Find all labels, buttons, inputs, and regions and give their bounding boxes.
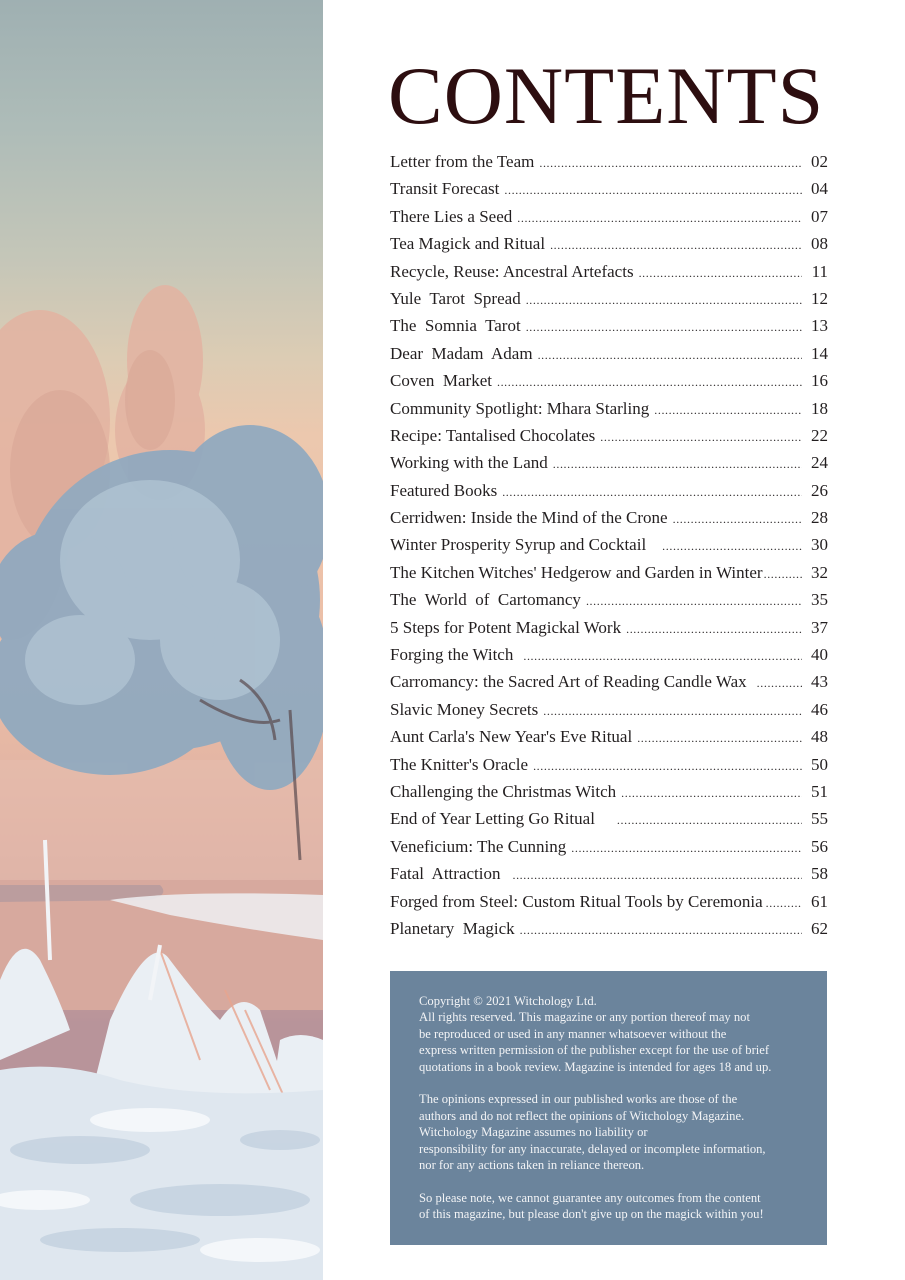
dot-leader: [662, 533, 802, 560]
disclaimer-paragraph: [419, 1091, 807, 1173]
toc-entry-title: The Somnia Tarot: [390, 316, 521, 336]
toc-entry-title: Fatal Attraction: [390, 864, 501, 884]
toc-entry-title: Forged from Steel: Custom Ritual Tools by Ceremonia: [390, 891, 763, 911]
toc-entry-title: There Lies a Seed: [390, 206, 513, 226]
dot-leader: [673, 506, 802, 533]
toc-entry-page: 50: [811, 754, 828, 774]
dot-leader: [520, 917, 802, 944]
toc-entry[interactable]: [390, 477, 828, 504]
dot-leader: [617, 807, 802, 834]
toc-entry-page: 61: [811, 891, 828, 911]
dot-leader: [523, 643, 802, 670]
toc-entry-title: Winter Prosperity Syrup and Cocktail: [390, 535, 647, 555]
copyright-paragraph: [419, 993, 807, 1075]
toc-entry-title: End of Year Letting Go Ritual: [390, 809, 595, 829]
toc-entry-page: 40: [811, 645, 828, 665]
toc-entry[interactable]: [390, 641, 828, 668]
winter-landscape-photo: [0, 0, 323, 1280]
toc-entry-title: The Kitchen Witches' Hedgerow and Garden in Winter: [390, 562, 763, 582]
copyright-line: be reproduced or used in any manner whatsoever without the: [419, 1026, 727, 1041]
toc-entry-page: 08: [811, 234, 828, 254]
toc-entry-page: 30: [811, 535, 828, 555]
toc-entry-title: Transit Forecast: [390, 179, 500, 199]
copyright-line: Copyright © 2021 Witchology Ltd.: [419, 994, 597, 1008]
dot-leader: [504, 177, 802, 204]
toc-entry-page: 07: [811, 206, 828, 226]
dot-leader: [543, 698, 802, 725]
toc-entry-page: 11: [811, 261, 828, 281]
dot-leader: [600, 424, 802, 451]
toc-entry-page: 14: [811, 343, 828, 363]
toc-entry-title: Tea Magick and Ritual: [390, 234, 546, 254]
page-title: CONTENTS: [388, 50, 825, 141]
toc-entry[interactable]: [390, 504, 828, 531]
table-of-contents: [390, 148, 828, 942]
toc-entry[interactable]: [390, 230, 828, 257]
closing-line: So please note, we cannot guarantee any outcomes from the content: [419, 1190, 761, 1205]
dot-leader: [637, 725, 802, 752]
toc-entry-page: 46: [811, 699, 828, 719]
dot-leader: [502, 479, 802, 506]
toc-entry-page: 16: [811, 371, 828, 391]
disclaimer-line: authors and do not reflect the opinions of Witchology Magazine.: [419, 1108, 745, 1123]
toc-entry-page: 48: [811, 727, 828, 747]
toc-entry-title: Challenging the Christmas Witch: [390, 781, 617, 801]
dot-leader: [526, 287, 802, 314]
toc-entry[interactable]: [390, 559, 828, 586]
toc-entry[interactable]: [390, 888, 828, 915]
dot-leader: [497, 369, 802, 396]
toc-entry-title: Coven Market: [390, 371, 492, 391]
dot-leader: [586, 588, 802, 615]
disclaimer-line: nor for any actions taken in reliance thereon.: [419, 1158, 645, 1173]
toc-entry[interactable]: [390, 340, 828, 367]
dot-leader: [553, 451, 802, 478]
closing-line: of this magazine, but please don't give up on the magick within you!: [419, 1207, 764, 1222]
toc-entry-title: The World of Cartomancy: [390, 590, 581, 610]
toc-entry-page: 35: [811, 590, 828, 610]
toc-entry[interactable]: [390, 367, 828, 394]
disclaimer-line: Witchology Magazine assumes no liability or: [419, 1125, 648, 1140]
toc-entry[interactable]: [390, 531, 828, 558]
toc-entry-title: Letter from the Team: [390, 152, 535, 171]
toc-entry-title: Planetary Magick: [390, 918, 515, 938]
toc-entry-title: Recipe: Tantalised Chocolates: [390, 425, 596, 445]
toc-entry-title: Slavic Money Secrets: [390, 699, 539, 719]
dot-leader: [626, 616, 802, 643]
toc-entry-title: Carromancy: the Sacred Art of Reading Candle Wax: [390, 672, 747, 692]
frosted-trees-illustration: [0, 0, 323, 1280]
toc-entry[interactable]: [390, 312, 828, 339]
toc-entry[interactable]: [390, 148, 828, 175]
copyright-line: express written permission of the publisher except for the use of brief: [419, 1043, 770, 1058]
dot-leader: [533, 753, 802, 780]
toc-entry-page: 51: [811, 781, 828, 801]
copyright-line: All rights reserved. This magazine or any portion thereof may not: [419, 1010, 750, 1025]
toc-entry-page: 12: [811, 288, 828, 308]
toc-entry[interactable]: [390, 696, 828, 723]
toc-entry[interactable]: [390, 915, 828, 942]
copyright-line: quotations in a book review. Magazine is intended for ages 18 and up.: [419, 1059, 772, 1074]
dot-leader: [621, 780, 802, 807]
dot-leader: [571, 835, 802, 862]
toc-entry-title: Working with the Land: [390, 453, 548, 473]
toc-entry[interactable]: [390, 833, 828, 860]
toc-entry-page: 37: [811, 617, 828, 637]
toc-entry-page: 22: [811, 425, 828, 445]
dot-leader: [526, 314, 802, 341]
toc-entry-page: 32: [811, 562, 828, 582]
toc-entry[interactable]: [390, 422, 828, 449]
dot-leader: [517, 205, 802, 232]
toc-entry-page: 56: [811, 836, 828, 856]
copyright-notice-box: [390, 971, 827, 1245]
disclaimer-line: The opinions expressed in our published works are those of the: [419, 1092, 738, 1107]
toc-entry-page: 04: [811, 179, 828, 199]
toc-entry-page: 62: [811, 918, 828, 938]
toc-entry[interactable]: [390, 258, 828, 285]
toc-entry-title: Aunt Carla's New Year's Eve Ritual: [390, 727, 633, 747]
toc-entry-page: 24: [811, 453, 828, 473]
dot-leader: [550, 232, 802, 259]
toc-entry[interactable]: [390, 805, 828, 832]
toc-entry[interactable]: [390, 203, 828, 230]
dot-leader: [766, 890, 802, 917]
toc-entry[interactable]: [390, 723, 828, 750]
toc-entry[interactable]: [390, 860, 828, 887]
toc-entry[interactable]: [390, 175, 828, 202]
dot-leader: [512, 862, 802, 889]
toc-entry-title: Dear Madam Adam: [390, 343, 533, 363]
toc-entry[interactable]: [390, 449, 828, 476]
toc-entry-title: Recycle, Reuse: Ancestral Artefacts: [390, 261, 634, 281]
toc-entry-page: 18: [811, 398, 828, 418]
toc-entry[interactable]: [390, 285, 828, 312]
toc-entry-page: 28: [811, 508, 828, 528]
toc-entry-title: Yule Tarot Spread: [390, 288, 521, 308]
toc-entry[interactable]: [390, 614, 828, 641]
toc-entry[interactable]: [390, 586, 828, 613]
toc-entry-page: 58: [811, 864, 828, 884]
toc-entry-title: The Knitter's Oracle: [390, 754, 529, 774]
toc-entry[interactable]: [390, 778, 828, 805]
toc-entry-title: Veneficium: The Cunning: [390, 836, 567, 856]
toc-entry-page: 13: [811, 316, 828, 336]
disclaimer-line: responsibility for any inaccurate, delayed or incomplete information,: [419, 1141, 766, 1156]
toc-entry-page: 26: [811, 480, 828, 500]
toc-entry-title: Featured Books: [390, 480, 498, 500]
toc-entry-title: 5 Steps for Potent Magickal Work: [390, 617, 622, 637]
dot-leader: [639, 260, 802, 287]
toc-entry-title: Community Spotlight: Mhara Starling: [390, 398, 650, 418]
toc-entry[interactable]: [390, 395, 828, 422]
toc-entry[interactable]: [390, 751, 828, 778]
dot-leader: [539, 150, 802, 177]
dot-leader: [538, 342, 802, 369]
dot-leader: [757, 670, 802, 697]
toc-entry-page: 02: [811, 152, 828, 171]
toc-entry-page: 55: [811, 809, 828, 829]
dot-leader: [764, 561, 802, 588]
toc-entry-page: 43: [811, 672, 828, 692]
toc-entry[interactable]: [390, 668, 828, 695]
toc-entry-title: Forging the Witch: [390, 645, 514, 665]
closing-paragraph: [419, 1190, 807, 1223]
dot-leader: [654, 397, 802, 424]
toc-entry-title: Cerridwen: Inside the Mind of the Crone: [390, 508, 668, 528]
